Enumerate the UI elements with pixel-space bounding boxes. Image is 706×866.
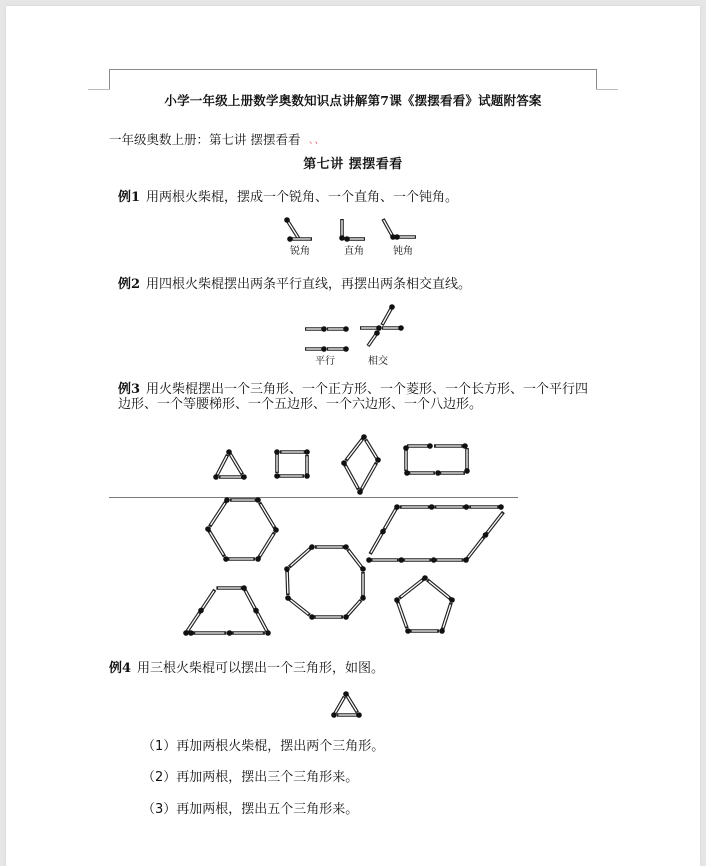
figure-divider-line [109, 497, 518, 498]
label-right-angle: 直角 [344, 246, 364, 257]
label-obtuse-angle: 钝角 [393, 246, 413, 257]
example-1-label: 例1 [118, 190, 141, 205]
example-2-label: 例2 [118, 277, 141, 292]
example-3-label: 例3 [118, 382, 141, 397]
label-acute-angle: 锐角 [290, 246, 310, 257]
example-4-label: 例4 [109, 661, 132, 676]
question-1: （1）再加两根火柴棍，摆出两个三角形。 [142, 739, 385, 754]
question-2: （2）再加两根，摆出三个三角形来。 [142, 770, 359, 785]
example-4-text: 用三根火柴棍可以摆出一个三角形，如图。 [137, 661, 385, 676]
question-3: （3）再加两根，摆出五个三角形来。 [142, 802, 359, 817]
label-parallel: 平行 [315, 356, 335, 367]
label-intersecting: 相交 [368, 356, 388, 367]
example-2 [118, 273, 471, 292]
example-2-text: 用四根火柴棍摆出两条平行直线，再摆出两条相交直线。 [146, 277, 472, 292]
spellcheck-mark: 、、 [309, 136, 325, 146]
example-4 [109, 657, 384, 676]
example-3-text: 用火柴棍摆出一个三角形、一个正方形、一个菱形、一个长方形、一个平行四边形、一个等腰梯形、一个五边形、一个六边形、一个八边形。 [118, 382, 589, 412]
example-3 [118, 382, 598, 412]
document-subtitle: 一年级奥数上册：第七讲 摆摆看看 [109, 132, 301, 147]
lecture-heading: 第七讲 摆摆看看 [303, 157, 403, 172]
document-title: 小学一年级上册数学奥数知识点讲解第7课《摆摆看看》试题附答案 [164, 93, 542, 108]
example-1-text: 用两根火柴棍，摆成一个锐角、一个直角、一个钝角。 [146, 190, 459, 205]
